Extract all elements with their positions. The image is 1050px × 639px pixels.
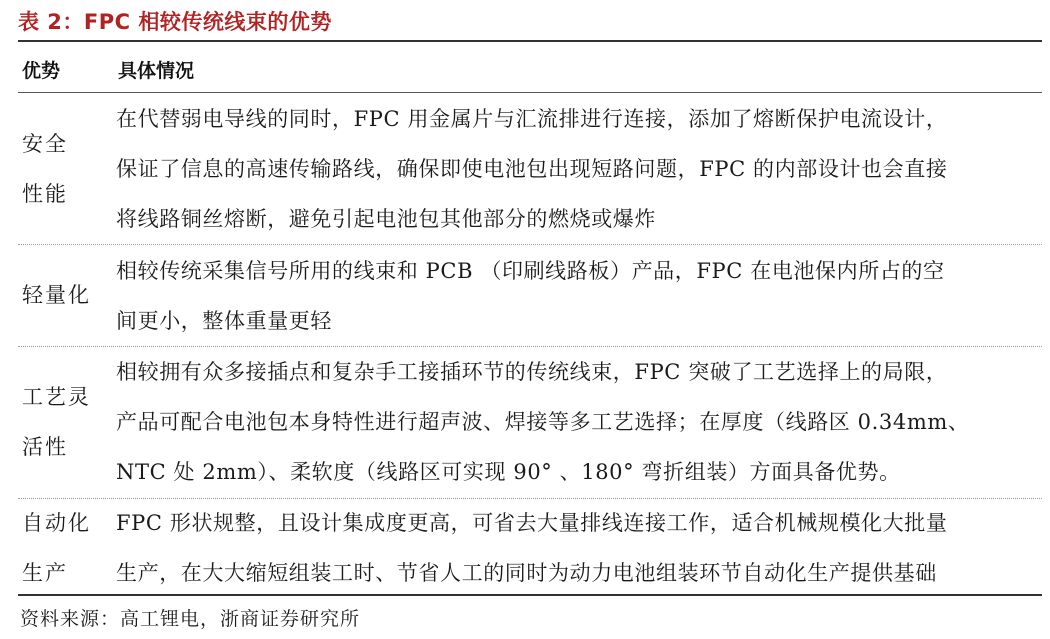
table-title: 表 2：FPC 相较传统线束的优势 — [18, 10, 332, 34]
row-divider — [18, 244, 1042, 245]
row-label-lightweight — [22, 270, 102, 320]
table-bottom-rule — [18, 594, 1042, 596]
row-body-safety — [116, 94, 1036, 244]
table-row-lightweight — [18, 246, 1042, 347]
body-line: 相较传统采集信号所用的线束和 PCB （印刷线路板）产品，FPC 在电池保内所占的空 — [116, 259, 945, 283]
body-line: 间更小，整体重量更轻 — [116, 309, 332, 333]
body-line: NTC 处 2mm）、柔软度（线路区可实现 90° 、180° 弯折组装）方面具备优势。 — [116, 460, 901, 484]
table-row-safety — [18, 94, 1042, 245]
row-label-safety — [22, 119, 102, 219]
row-body-lightweight — [116, 246, 1036, 346]
header-advantage: 优势 — [22, 60, 61, 82]
label-line: 生产 — [22, 561, 68, 585]
table-top-rule — [18, 40, 1042, 42]
body-line: 在代替弱电导线的同时，FPC 用金属片与汇流排进行连接，添加了熔断保护电流设计， — [116, 107, 948, 131]
header-rule — [18, 92, 1042, 93]
body-line: 保证了信息的高速传输路线，确保即使电池包出现短路问题，FPC 的内部设计也会直接 — [116, 157, 948, 181]
body-line: 将线路铜丝熔断，避免引起电池包其他部分的燃烧或爆炸 — [116, 207, 656, 231]
row-label-automation — [22, 498, 102, 598]
row-body-flexibility — [116, 347, 1036, 497]
table-row-flexibility — [18, 347, 1042, 499]
label-line: 性能 — [22, 182, 68, 206]
body-line: 相较拥有众多接插点和复杂手工接插环节的传统线束，FPC 突破了工艺选择上的局限， — [116, 360, 948, 384]
body-line: 生产，在大大缩短组装工时、节省人工的同时为动力电池组装环节自动化生产提供基础 — [116, 561, 937, 585]
label-line: 工艺灵 — [22, 385, 91, 409]
label-line: 安全 — [22, 132, 68, 156]
body-line: FPC 形状规整，且设计集成度更高，可省去大量排线连接工作，适合机械规模化大批量 — [116, 511, 948, 535]
label-line: 自动化 — [22, 511, 91, 535]
label-line: 轻量化 — [22, 283, 91, 307]
header-details: 具体情况 — [118, 60, 195, 82]
row-body-automation — [116, 498, 1036, 598]
label-line: 活性 — [22, 435, 68, 459]
row-label-flexibility — [22, 372, 102, 472]
source-note: 资料来源：高工锂电，浙商证券研究所 — [20, 608, 361, 630]
body-line: 产品可配合电池包本身特性进行超声波、焊接等多工艺选择；在厚度（线路区 0.34mm、 — [116, 410, 970, 434]
table-row-automation — [18, 498, 1042, 594]
